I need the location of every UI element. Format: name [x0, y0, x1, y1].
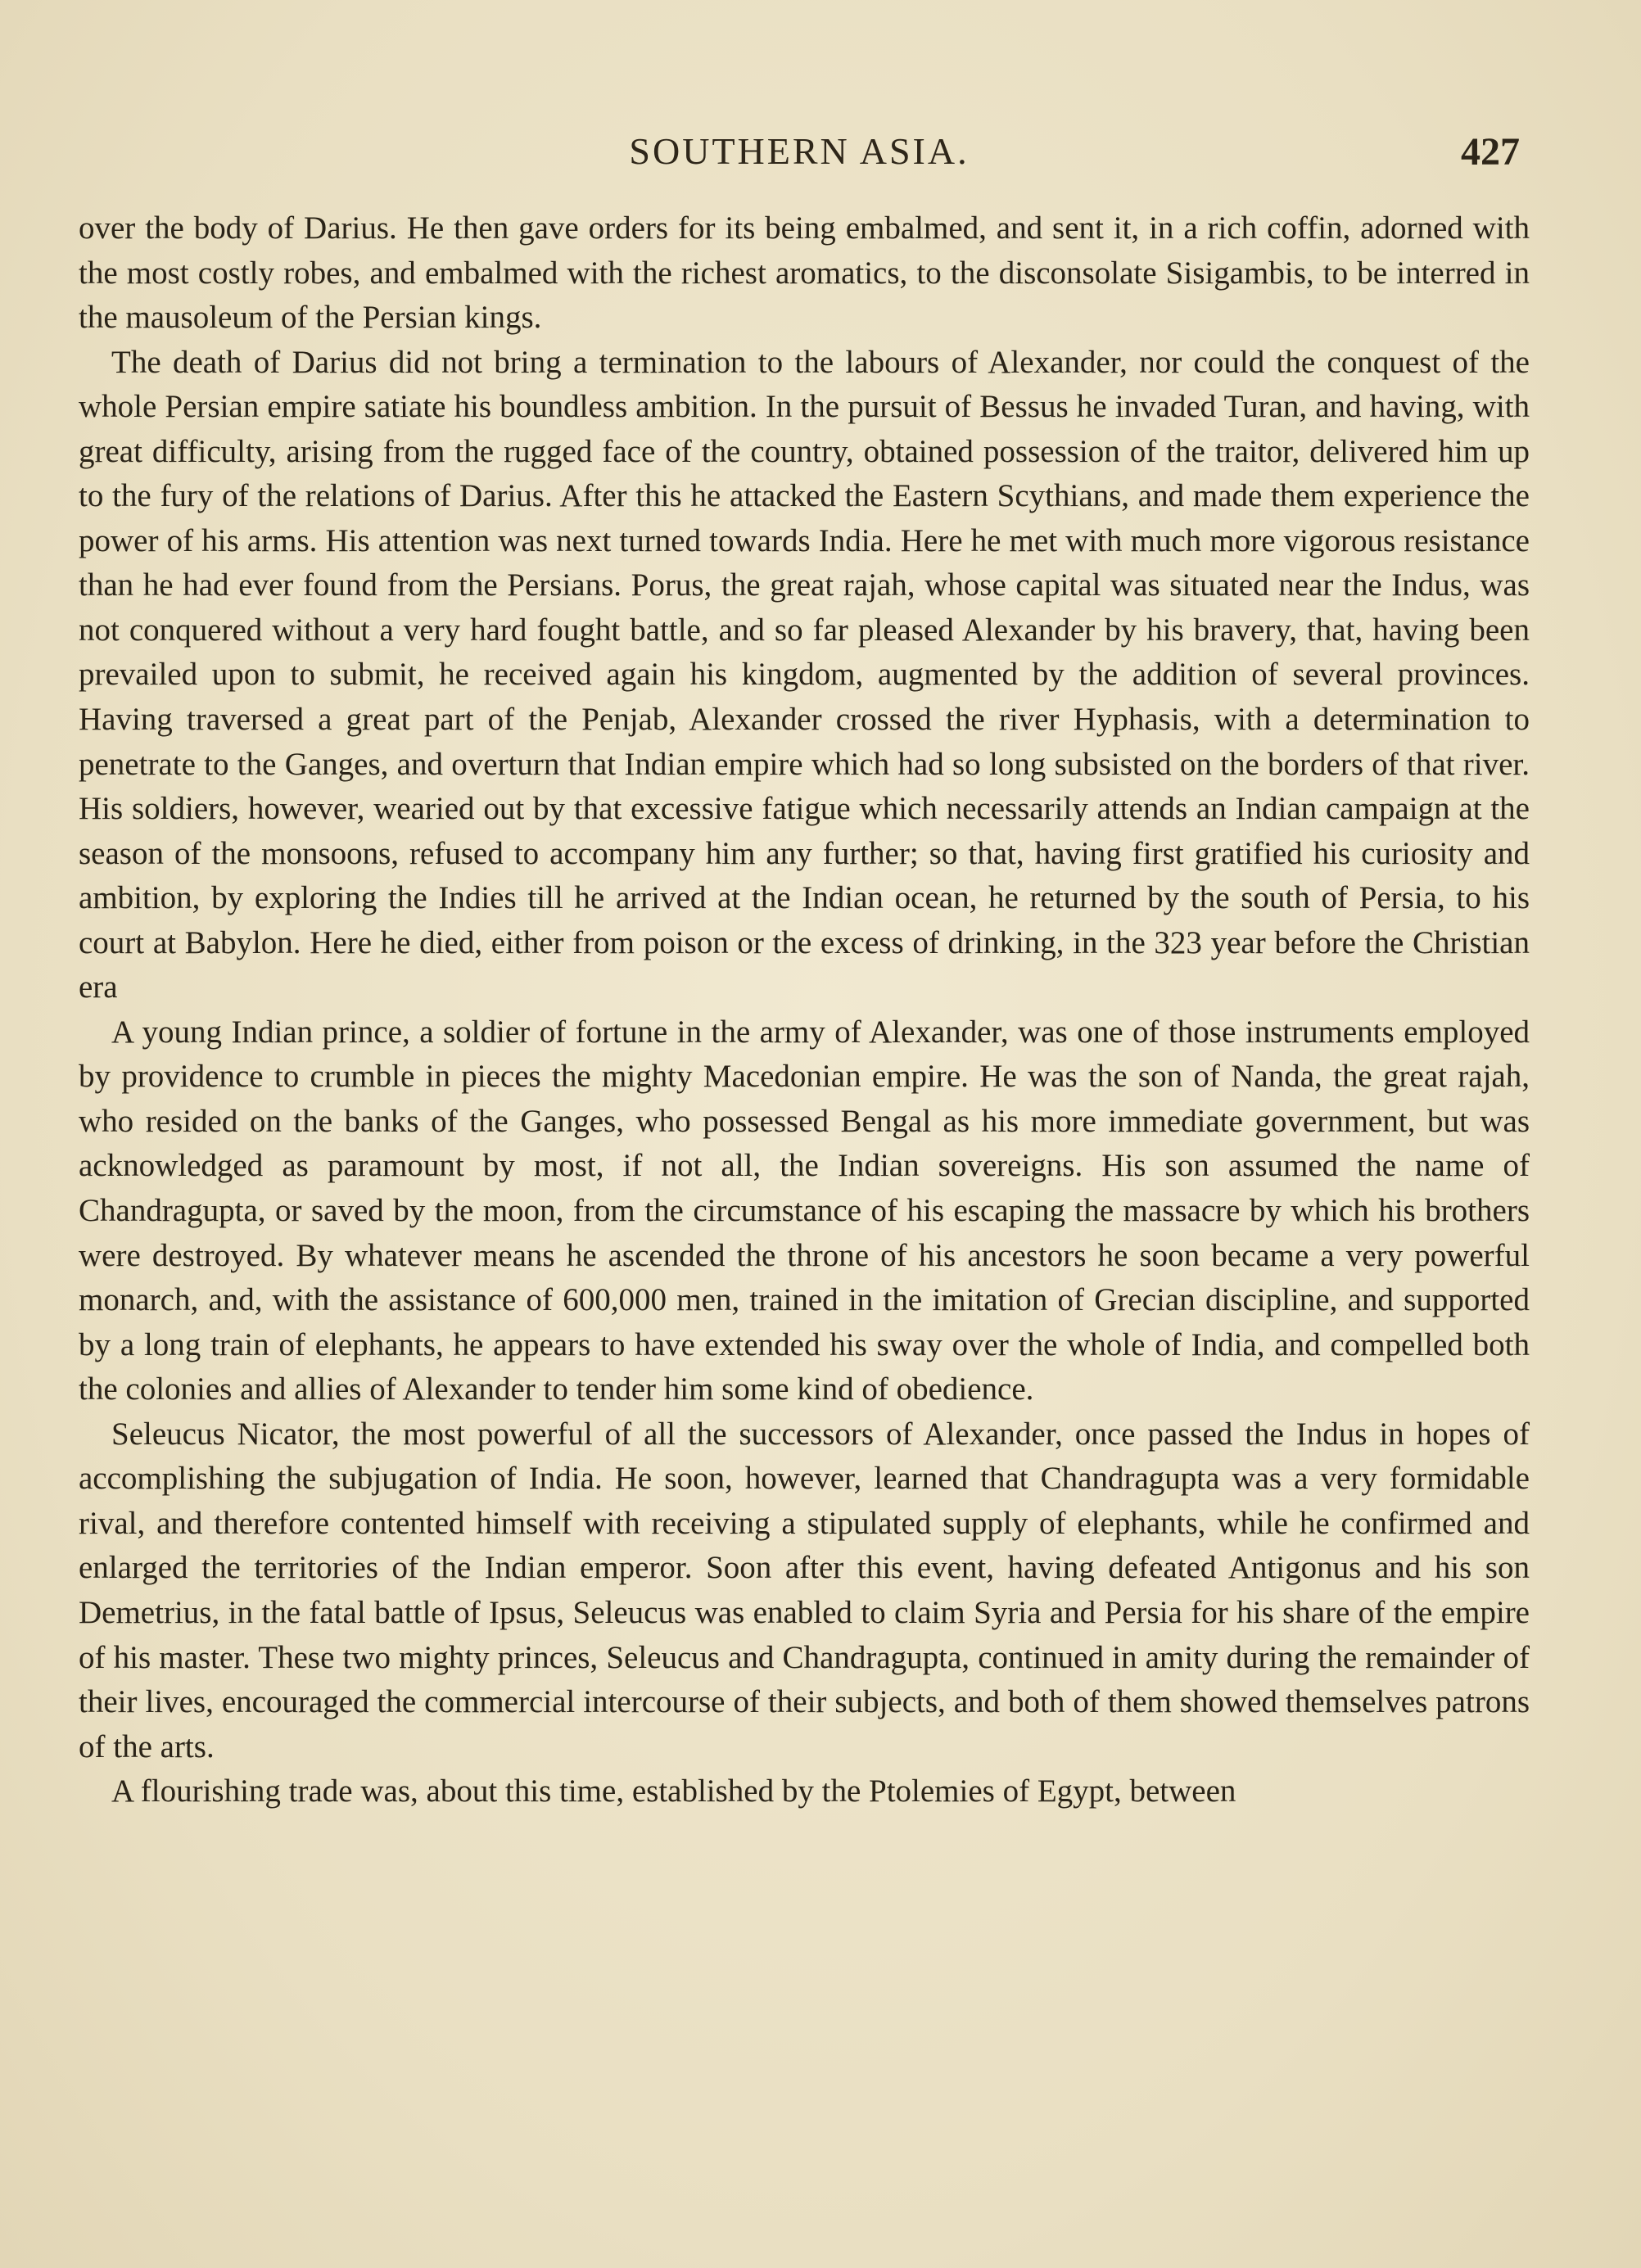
- paragraph-5: A flourishing trade was, about this time, established by the Ptolemies of Egypt, between: [111, 1773, 1236, 1809]
- page-header: [79, 129, 1520, 178]
- running-head: SOUTHERN ASIA.: [629, 130, 970, 172]
- paragraph-3: A young Indian prince, a soldier of fortune in the army of Alexander, was one of those instruments employed by providence to crumble in pieces the mighty Macedonian empire. He was the son of Nanda, the great rajah, who resided on the banks of the Ganges, who possessed Bengal as his more immediate government, but was acknowledged as paramount by most, if not all, the Indian sovereigns. His son assumed the name of Chandragupta, or saved by the moon, from the circumstance of his escaping the massacre by which his brothers were destroyed. By whatever means he ascended the throne of his ancestors he soon became a very powerful monarch, and, with the assistance of 600,000 men, trained in the imitation of Grecian discipline, and supported by a long train of elephants, he appears to have extended his sway over the whole of India, and compelled both the colonies and allies of Alexander to tender him some kind of obedience.: [79, 1014, 1530, 1407]
- page-number: 427: [1461, 130, 1520, 174]
- body-text: [79, 206, 1530, 1814]
- paragraph-1: over the body of Darius. He then gave orders for its being embalmed, and sent it, in a rich coffin, adorned with the most costly robes, and embalmed with the richest aromatics, to the disconsolate Sisigambis, to be interred in the mausoleum of the Persian kings.: [79, 210, 1530, 336]
- paragraph-2: The death of Darius did not bring a termination to the labours of Alexander, nor could the conquest of the whole Persian empire satiate his boundless ambition. In the pursuit of Bessus he invaded Turan, and having, with great difficulty, arising from the rugged face of the country, obtained possession of the traitor, delivered him up to the fury of the relations of Darius. After this he attacked the Eastern Scythians, and made them experience the power of his arms. His attention was next turned towards India. Here he met with much more vigorous resistance than he had ever found from the Persians. Porus, the great rajah, whose capital was situated near the Indus, was not conquered without a very hard fought battle, and so far pleased Alexander by his bravery, that, having been prevailed upon to submit, he received again his kingdom, augmented by the addition of several provinces. Having traversed a great part of the Penjab, Alexander crossed the river Hyphasis, with a determination to penetrate to the Ganges, and overturn that Indian empire which had so long subsisted on the borders of that river. His soldiers, however, wearied out by that excessive fatigue which necessarily attends an Indian campaign at the season of the monsoons, refused to accompany him any further; so that, having first gratified his curiosity and ambition, by exploring the Indies till he arrived at the Indian ocean, he returned by the south of Persia, to his court at Babylon. Here he died, either from poison or the excess of drinking, in the 323 year before the Christian era: [79, 344, 1530, 1005]
- paragraph-4: Seleucus Nicator, the most powerful of all the successors of Alexander, once passed the Indus in hopes of accomplishing the subjugation of India. He soon, however, learned that Chandragupta was a very formidable rival, and therefore contented himself with receiving a stipulated supply of elephants, while he confirmed and enlarged the territories of the Indian emperor. Soon after this event, having defeated Antigonus and his son Demetrius, in the fatal battle of Ipsus, Seleucus was enabled to claim Syria and Persia for his share of the empire of his master. These two mighty princes, Seleucus and Chandragupta, continued in amity during the remainder of their lives, encouraged the commercial intercourse of their subjects, and both of them showed themselves patrons of the arts.: [79, 1416, 1530, 1764]
